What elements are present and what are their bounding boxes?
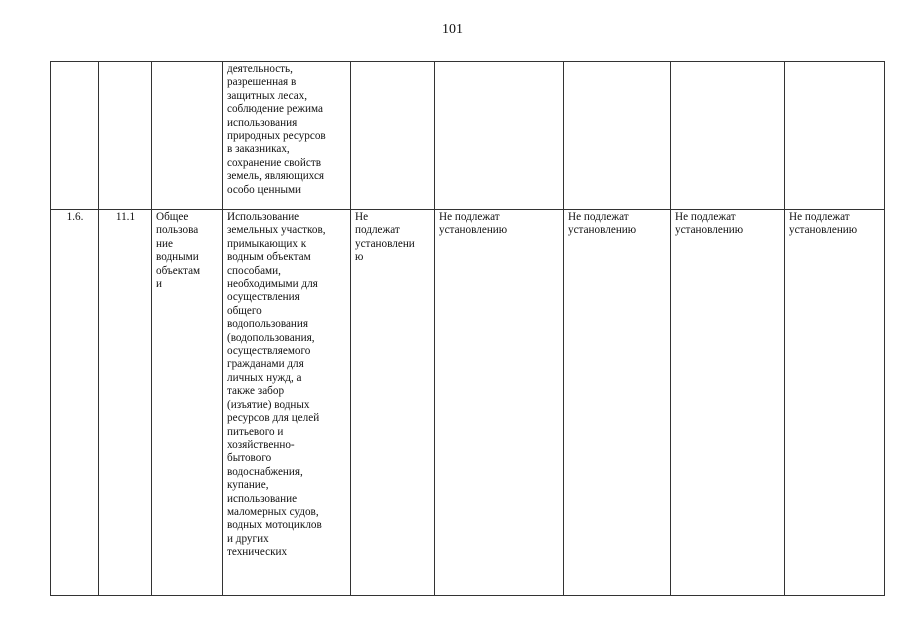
parameter-cell xyxy=(564,62,671,210)
parameter-cell: Не подлежат установлению xyxy=(435,210,564,596)
name-cell: Общее пользова ние водными объектам и xyxy=(152,210,223,596)
parameter-cell: Не подлежат установлению xyxy=(564,210,671,596)
parameter-cell xyxy=(435,62,564,210)
row-number-cell: 1.6. xyxy=(51,210,99,596)
parameter-cell xyxy=(351,62,435,210)
name-cell xyxy=(152,62,223,210)
description-cell: Использование земельных участков, примыкающих к водным объектам способами, необходимыми для осуществления общего водопользования (водопользования, осуществляемого гражданами для личных нужд, а также забор (изъятие) водных ресурсов для целей питьевого и хозяйственно- бытового водоснабжения, купание, использование маломерных судов, водных мотоциклов и других технических xyxy=(223,210,351,596)
table-row xyxy=(51,210,885,596)
parameter-cell: Не подлежат установлению xyxy=(785,210,885,596)
code-cell xyxy=(99,62,152,210)
regulations-table xyxy=(50,61,885,596)
page-number: 101 xyxy=(442,22,463,37)
table-row xyxy=(51,62,885,210)
description-cell: деятельность, разрешенная в защитных лесах, соблюдение режима использования природных ресурсов в заказниках, сохранение свойств земель, являющихся особо ценными xyxy=(223,62,351,210)
parameter-cell xyxy=(671,62,785,210)
parameter-cell: Не подлежат установлени ю xyxy=(351,210,435,596)
code-cell: 11.1 xyxy=(99,210,152,596)
parameter-cell xyxy=(785,62,885,210)
row-number-cell xyxy=(51,62,99,210)
parameter-cell: Не подлежат установлению xyxy=(671,210,785,596)
